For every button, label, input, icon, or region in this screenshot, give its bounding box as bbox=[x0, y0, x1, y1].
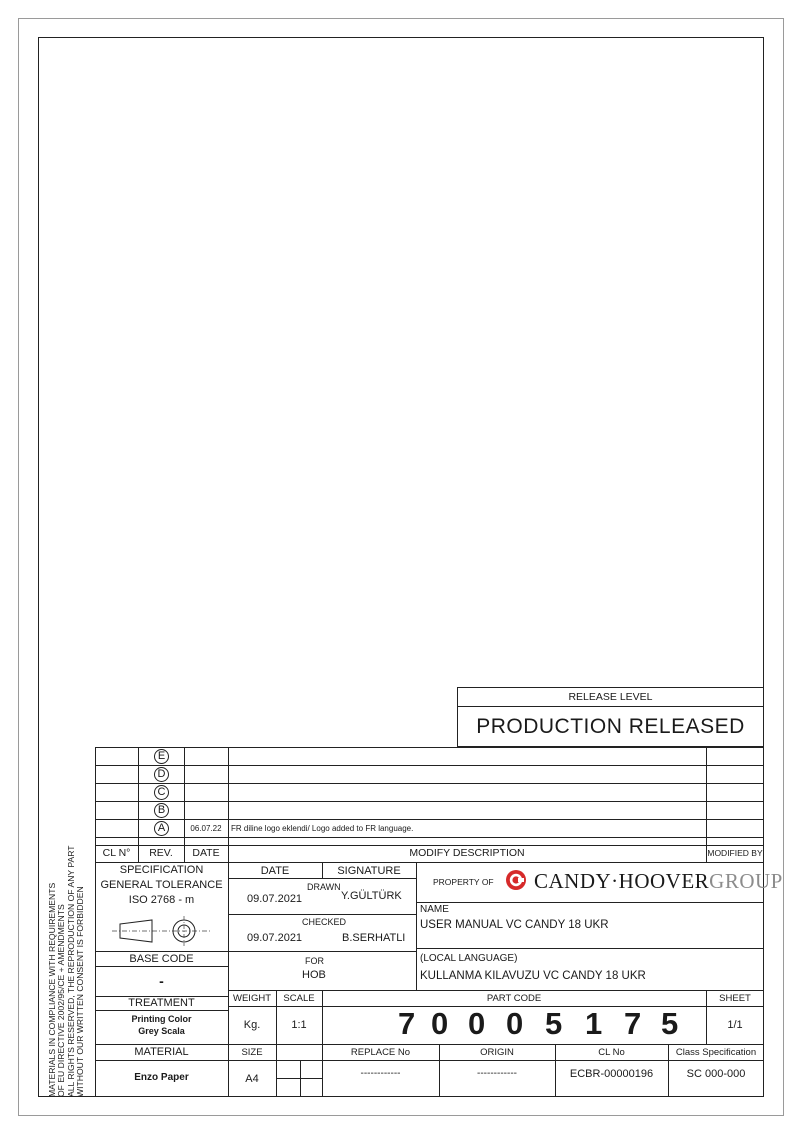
base-code-value: - bbox=[159, 973, 164, 989]
scale-value: 1:1 bbox=[291, 1019, 307, 1031]
scale-label: SCALE bbox=[283, 993, 315, 1004]
bottom-header-line bbox=[228, 1044, 764, 1045]
material-line bbox=[95, 1060, 228, 1061]
name-value: USER MANUAL VC CANDY 18 UKR bbox=[420, 919, 609, 931]
spec-row-3 bbox=[95, 1044, 228, 1045]
weight-col-line bbox=[276, 990, 277, 1097]
cl-no-value: ECBR-00000196 bbox=[569, 1068, 654, 1080]
part-code-digit: 1 bbox=[585, 1006, 603, 1041]
rev-line-3 bbox=[95, 801, 764, 802]
property-label: PROPERTY OF bbox=[433, 877, 494, 887]
name-line bbox=[416, 948, 764, 949]
sheet-value: 1/1 bbox=[727, 1019, 743, 1031]
compliance-line-1: MATERIALS IN COMPLIANCE WITH REQUIREMENTS bbox=[47, 882, 57, 1097]
spec-row-2 bbox=[95, 966, 228, 967]
local-language-label: (LOCAL LANGUAGE) bbox=[420, 953, 518, 964]
replace-no-label: REPLACE No bbox=[350, 1047, 411, 1058]
sig-date-header: DATE bbox=[260, 865, 290, 877]
signature-header: SIGNATURE bbox=[337, 865, 401, 877]
treatment-label: TREATMENT bbox=[128, 997, 195, 1009]
rev-col-line-1 bbox=[138, 747, 139, 862]
part-top-line bbox=[228, 1006, 764, 1007]
rev-a-marker: A bbox=[154, 821, 169, 836]
compliance-line-4: WITHOUT OUR WRITTEN CONSENT IS FORBIDDEN bbox=[75, 886, 86, 1097]
rev-line-2 bbox=[95, 783, 764, 784]
name-label: NAME bbox=[420, 904, 449, 915]
part-header-line bbox=[228, 990, 764, 991]
rev-a-date: 06.07.22 bbox=[190, 824, 222, 833]
brand-group: GROUP bbox=[709, 869, 783, 893]
compliance-note bbox=[48, 837, 86, 1097]
for-label: FOR bbox=[305, 956, 324, 966]
header-line bbox=[95, 845, 764, 846]
property-line bbox=[416, 902, 764, 903]
size-value: A4 bbox=[245, 1073, 259, 1085]
part-code-digit: 0 bbox=[506, 1006, 524, 1041]
part-code-digit: 0 bbox=[431, 1006, 449, 1041]
spec-row-1 bbox=[95, 951, 228, 952]
size-label: SIZE bbox=[241, 1047, 263, 1058]
base-code-label: BASE CODE bbox=[129, 953, 194, 965]
part-code-digit: 0 bbox=[468, 1006, 486, 1041]
part-code-digit: 7 bbox=[398, 1006, 416, 1041]
brand-name bbox=[534, 871, 783, 892]
rev-line-1 bbox=[95, 765, 764, 766]
local-language-value: KULLANMA KILAVUZU VC CANDY 18 UKR bbox=[420, 970, 646, 982]
candy-hoover-logo-icon bbox=[505, 869, 527, 891]
modby-col-line bbox=[706, 747, 707, 862]
treatment-top-line bbox=[95, 996, 228, 997]
rev-col-line-2 bbox=[184, 747, 185, 862]
rev-a-description: FR diline logo eklendi/ Logo added to FR language. bbox=[231, 824, 414, 833]
drawn-line bbox=[228, 914, 416, 915]
drawn-date: 09.07.2021 bbox=[247, 893, 303, 905]
treatment-line-1: Printing Color bbox=[131, 1014, 192, 1024]
drawn-label: DRAWN bbox=[307, 882, 341, 892]
brand-candy-hoover: CANDY·HOOVER bbox=[534, 869, 710, 893]
rev-e-marker: E bbox=[154, 749, 169, 764]
cl-no-label: CL No bbox=[598, 1047, 625, 1058]
treatment-line-2: Grey Scala bbox=[138, 1026, 185, 1036]
date-header: DATE bbox=[192, 847, 220, 859]
class-specification-value: SC 000-000 bbox=[686, 1068, 746, 1080]
release-level-label: RELEASE LEVEL bbox=[568, 691, 653, 703]
part-code-digit: 5 bbox=[661, 1006, 679, 1041]
material-value: Enzo Paper bbox=[134, 1072, 189, 1083]
bottom-row-line bbox=[228, 1060, 764, 1061]
for-value: HOB bbox=[302, 969, 326, 981]
scale-col-line bbox=[322, 990, 323, 1097]
checked-by: B.SERHATLI bbox=[342, 932, 406, 944]
general-tolerance-label: GENERAL TOLERANCE bbox=[100, 879, 223, 891]
cl-no-header: CL N° bbox=[102, 847, 131, 859]
sheet-label: SHEET bbox=[719, 993, 751, 1004]
iso-tolerance: ISO 2768 - m bbox=[128, 894, 195, 906]
replace-no-value: ------------ bbox=[360, 1068, 401, 1079]
sig-header-line bbox=[228, 878, 416, 879]
release-divider bbox=[457, 706, 764, 707]
checked-label: CHECKED bbox=[302, 917, 347, 927]
rev-d-marker: D bbox=[154, 767, 169, 782]
class-specification-label: Class Specification bbox=[675, 1047, 757, 1058]
part-code-digit: 5 bbox=[545, 1006, 563, 1041]
weight-label: WEIGHT bbox=[233, 993, 271, 1004]
origin-value: ------------ bbox=[477, 1068, 517, 1079]
treatment-bottom-line bbox=[95, 1010, 228, 1011]
rev-line-4 bbox=[95, 819, 764, 820]
rev-line-5 bbox=[95, 837, 764, 838]
weight-value: Kg. bbox=[243, 1019, 261, 1031]
modify-description-header: MODIFY DESCRIPTION bbox=[409, 847, 525, 859]
rev-header: REV. bbox=[149, 847, 173, 859]
spec-top-line bbox=[95, 862, 764, 863]
compliance-line-2: OF EU DIRECTIVE 2002/95/CE + AMENDMENTS bbox=[56, 904, 67, 1097]
rev-b-marker: B bbox=[154, 803, 169, 818]
tb-top-line bbox=[95, 747, 764, 748]
part-code-label: PART CODE bbox=[486, 993, 542, 1004]
size-sub-hline bbox=[276, 1078, 322, 1079]
specification-label: SPECIFICATION bbox=[119, 864, 204, 876]
modified-by-header: MODIFIED BY bbox=[707, 848, 763, 858]
origin-label: ORIGIN bbox=[480, 1047, 514, 1058]
projection-symbol-icon bbox=[112, 914, 212, 948]
rev-c-marker: C bbox=[154, 785, 169, 800]
drawn-by: Y.GÜLTÜRK bbox=[341, 890, 402, 902]
checked-line bbox=[228, 951, 416, 952]
checked-date: 09.07.2021 bbox=[247, 932, 303, 944]
compliance-line-3: ALL RIGHTS RESERVED, THE REPRODUCTION OF ANY PART bbox=[65, 845, 76, 1097]
sig-right-line bbox=[416, 862, 417, 990]
release-status: PRODUCTION RELEASED bbox=[476, 715, 745, 738]
material-label: MATERIAL bbox=[134, 1046, 189, 1058]
part-code-digit: 7 bbox=[624, 1006, 642, 1041]
